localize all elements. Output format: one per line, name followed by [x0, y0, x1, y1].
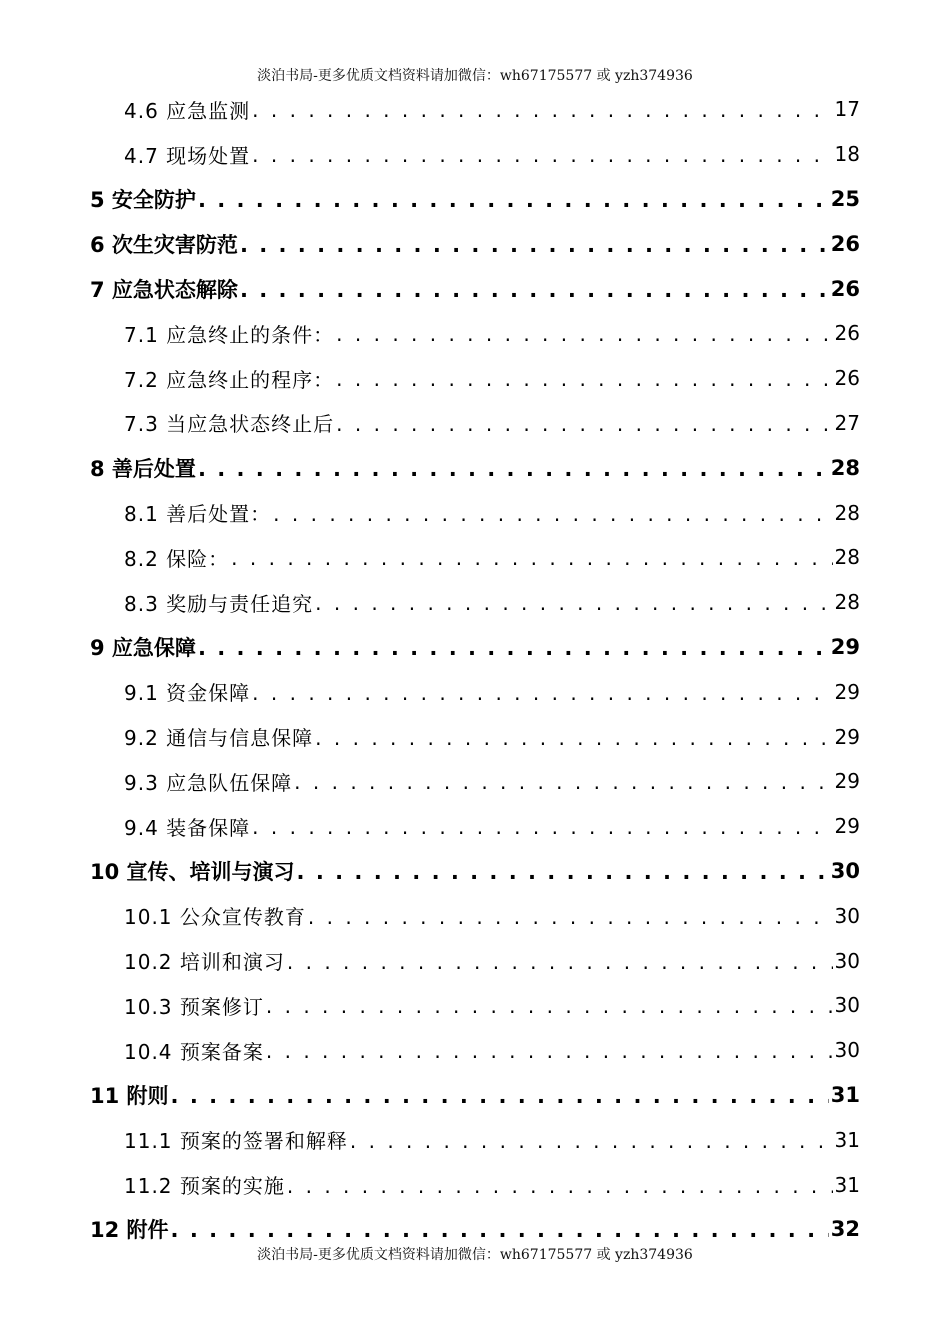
toc-section-entry[interactable]	[0, 1162, 950, 1207]
toc-entry-title: 11.2 预案的实施	[124, 1174, 285, 1199]
toc-page-number: 28	[830, 455, 860, 480]
toc-chapter-entry[interactable]	[0, 445, 950, 490]
toc-page-number: 30	[834, 1038, 860, 1063]
toc-section-entry[interactable]	[0, 1028, 950, 1073]
toc-entry-title: 10 宣传、培训与演习	[90, 859, 295, 884]
toc-dot-leader	[252, 98, 832, 122]
toc-section-entry[interactable]	[0, 714, 950, 759]
toc-entry-title: 6 次生灾害防范	[90, 232, 238, 257]
toc-chapter-entry[interactable]	[0, 849, 950, 894]
toc-chapter-entry[interactable]	[0, 221, 950, 266]
toc-dot-leader	[266, 994, 833, 1018]
toc-page-number: 30	[834, 903, 860, 928]
toc-entry-title: 8 善后处置	[90, 456, 196, 481]
toc-page-number: 26	[830, 276, 860, 301]
toc-dot-leader	[287, 950, 833, 974]
toc-chapter-entry[interactable]	[0, 625, 950, 670]
toc-dot-leader	[252, 143, 832, 167]
toc-entry-title: 10.2 培训和演习	[124, 950, 285, 975]
toc-dot-leader	[294, 770, 832, 794]
toc-page-number: 28	[834, 545, 860, 570]
toc-page-number: 17	[834, 97, 860, 122]
toc-page-number: 31	[830, 1082, 860, 1107]
toc-entry-title: 4.6 应急监测	[124, 98, 251, 123]
toc-dot-leader	[240, 233, 829, 257]
toc-entry-title: 11 附则	[90, 1083, 169, 1108]
toc-dot-leader	[252, 815, 832, 839]
toc-entry-title: 11.1 预案的签署和解释	[124, 1129, 348, 1154]
toc-section-entry[interactable]	[0, 356, 950, 401]
table-of-contents	[0, 87, 950, 1252]
toc-section-entry[interactable]	[0, 759, 950, 804]
toc-page-number: 29	[834, 769, 860, 794]
toc-dot-leader	[171, 1218, 829, 1242]
toc-entry-title: 9.1 资金保障	[124, 681, 251, 706]
toc-section-entry[interactable]	[0, 132, 950, 177]
toc-page-number: 31	[834, 1172, 860, 1197]
toc-entry-title: 7.1 应急终止的条件：	[124, 322, 335, 347]
toc-page-number: 31	[834, 1127, 860, 1152]
toc-section-entry[interactable]	[0, 87, 950, 132]
toc-dot-leader	[273, 502, 832, 526]
toc-page-number: 26	[834, 366, 860, 391]
toc-dot-leader	[252, 681, 832, 705]
toc-dot-leader	[231, 546, 832, 570]
toc-page-number: 30	[834, 948, 860, 973]
toc-dot-leader	[336, 367, 832, 391]
toc-chapter-entry[interactable]	[0, 177, 950, 222]
toc-page-number: 28	[834, 500, 860, 525]
toc-page-number: 32	[830, 1217, 860, 1242]
toc-page-number: 26	[834, 321, 860, 346]
toc-entry-title: 8.2 保险：	[124, 546, 230, 571]
toc-dot-leader	[198, 188, 829, 212]
toc-dot-leader	[287, 1174, 833, 1198]
toc-section-entry[interactable]	[0, 1117, 950, 1162]
toc-entry-title: 7.2 应急终止的程序：	[124, 367, 335, 392]
toc-section-entry[interactable]	[0, 580, 950, 625]
toc-page-number: 29	[830, 634, 860, 659]
toc-page-number: 29	[834, 814, 860, 839]
toc-section-entry[interactable]	[0, 983, 950, 1028]
toc-entry-title: 5 安全防护	[90, 187, 196, 212]
toc-dot-leader	[336, 412, 832, 436]
toc-page-number: 30	[830, 858, 860, 883]
page-footer-watermark: 淡泊书局-更多优质文档资料请加微信：wh67175577 或 yzh374936	[257, 1247, 693, 1263]
toc-section-entry[interactable]	[0, 938, 950, 983]
toc-dot-leader	[266, 1039, 833, 1063]
toc-chapter-entry[interactable]	[0, 1073, 950, 1118]
toc-dot-leader	[198, 636, 829, 660]
toc-entry-title: 12 附件	[90, 1218, 169, 1243]
toc-section-entry[interactable]	[0, 401, 950, 446]
toc-entry-title: 7 应急状态解除	[90, 277, 238, 302]
toc-chapter-entry[interactable]	[0, 266, 950, 311]
toc-dot-leader	[308, 905, 833, 929]
toc-entry-title: 8.1 善后处置：	[124, 502, 272, 527]
toc-dot-leader	[336, 322, 832, 346]
toc-page-number: 29	[834, 724, 860, 749]
toc-section-entry[interactable]	[0, 490, 950, 535]
toc-dot-leader	[240, 278, 829, 302]
toc-entry-title: 9.2 通信与信息保障	[124, 726, 314, 751]
toc-entry-title: 10.4 预案备案	[124, 1039, 264, 1064]
toc-entry-title: 10.1 公众宣传教育	[124, 905, 306, 930]
toc-entry-title: 9 应急保障	[90, 635, 196, 660]
toc-dot-leader	[171, 1084, 829, 1108]
toc-entry-title: 9.3 应急队伍保障	[124, 770, 293, 795]
toc-page-number: 27	[834, 410, 860, 435]
toc-section-entry[interactable]	[0, 535, 950, 580]
toc-dot-leader	[315, 591, 832, 615]
toc-dot-leader	[350, 1129, 833, 1153]
toc-section-entry[interactable]	[0, 311, 950, 356]
toc-page-number: 30	[834, 993, 860, 1018]
toc-page-number: 28	[834, 590, 860, 615]
toc-dot-leader	[198, 457, 829, 481]
toc-entry-title: 4.7 现场处置	[124, 143, 251, 168]
toc-entry-title: 8.3 奖励与责任追究	[124, 591, 314, 616]
toc-entry-title: 7.3 当应急状态终止后	[124, 412, 335, 437]
page-header-watermark: 淡泊书局-更多优质文档资料请加微信：wh67175577 或 yzh374936	[257, 68, 693, 84]
toc-section-entry[interactable]	[0, 893, 950, 938]
toc-section-entry[interactable]	[0, 669, 950, 714]
toc-page-number: 25	[830, 186, 860, 211]
toc-page-number: 18	[834, 142, 860, 167]
toc-entry-title: 9.4 装备保障	[124, 815, 251, 840]
toc-dot-leader	[297, 860, 829, 884]
toc-page-number: 26	[830, 231, 860, 256]
toc-entry-title: 10.3 预案修订	[124, 994, 264, 1019]
toc-dot-leader	[315, 726, 832, 750]
toc-section-entry[interactable]	[0, 804, 950, 849]
toc-page-number: 29	[834, 679, 860, 704]
